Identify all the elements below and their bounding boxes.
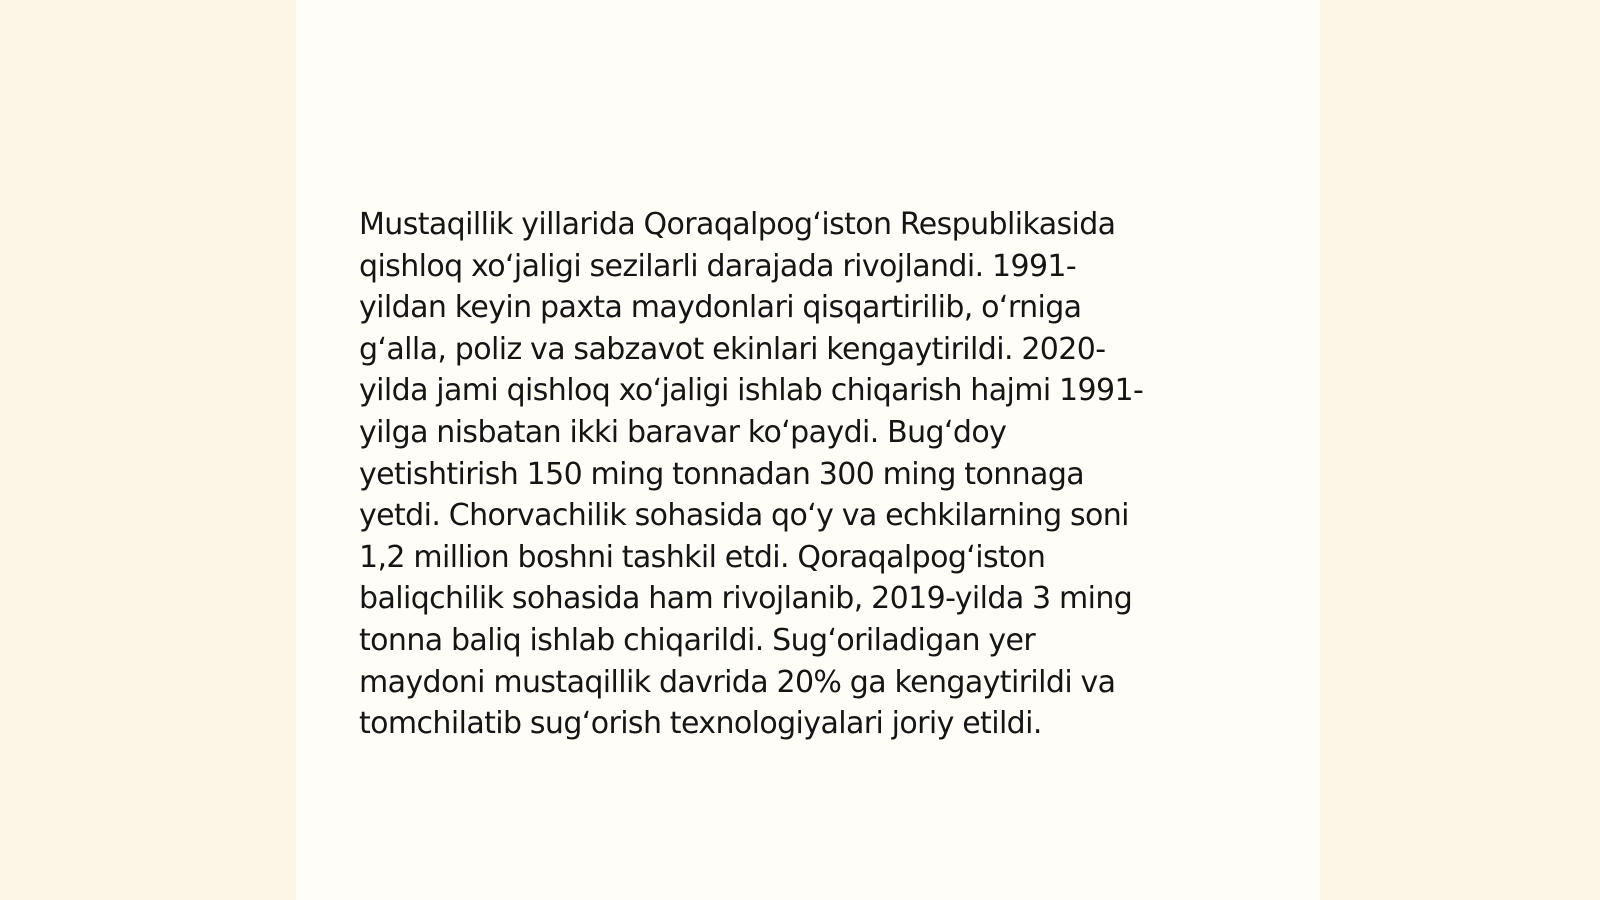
body-paragraph bbox=[359, 204, 1239, 745]
paragraph-line-1: Mustaqillik yillarida Qoraqalpog‘iston Respublikasida bbox=[359, 207, 1116, 242]
document-page bbox=[296, 0, 1320, 900]
paragraph-line-8: yetdi. Chorvachilik sohasida qo‘y va echkilarning soni bbox=[359, 498, 1129, 534]
paragraph-line-6: yilga nisbatan ikki baravar ko‘paydi. Bug‘doy bbox=[359, 414, 1007, 450]
paragraph-line-5: yilda jami qishloq xo‘jaligi ishlab chiqarish hajmi 1991- bbox=[359, 373, 1144, 409]
paragraph-line-3: yildan keyin paxta maydonlari qisqartirilib, o‘rniga bbox=[359, 290, 1082, 326]
paragraph-line-11: tonna baliq ishlab chiqarildi. Sug‘oriladigan yer bbox=[359, 622, 1036, 658]
paragraph-line-13: tomchilatib sug‘orish texnologiyalari joriy etildi. bbox=[359, 706, 1042, 742]
paragraph-line-7: yetishtirish 150 ming tonnadan 300 ming tonnaga bbox=[359, 456, 1085, 492]
paragraph-line-2: qishloq xo‘jaligi sezilarli darajada rivojlandi. 1991- bbox=[359, 248, 1077, 284]
paragraph-line-10: baliqchilik sohasida ham rivojlanib, 2019-yilda 3 ming bbox=[359, 581, 1133, 617]
paragraph-line-9: 1,2 million boshni tashkil etdi. Qoraqalpog‘iston bbox=[359, 539, 1046, 575]
paragraph-line-4: g‘alla, poliz va sabzavot ekinlari kengaytirildi. 2020- bbox=[359, 331, 1106, 367]
paragraph-line-12: maydoni mustaqillik davrida 20% ga kengaytirildi va bbox=[359, 664, 1116, 700]
